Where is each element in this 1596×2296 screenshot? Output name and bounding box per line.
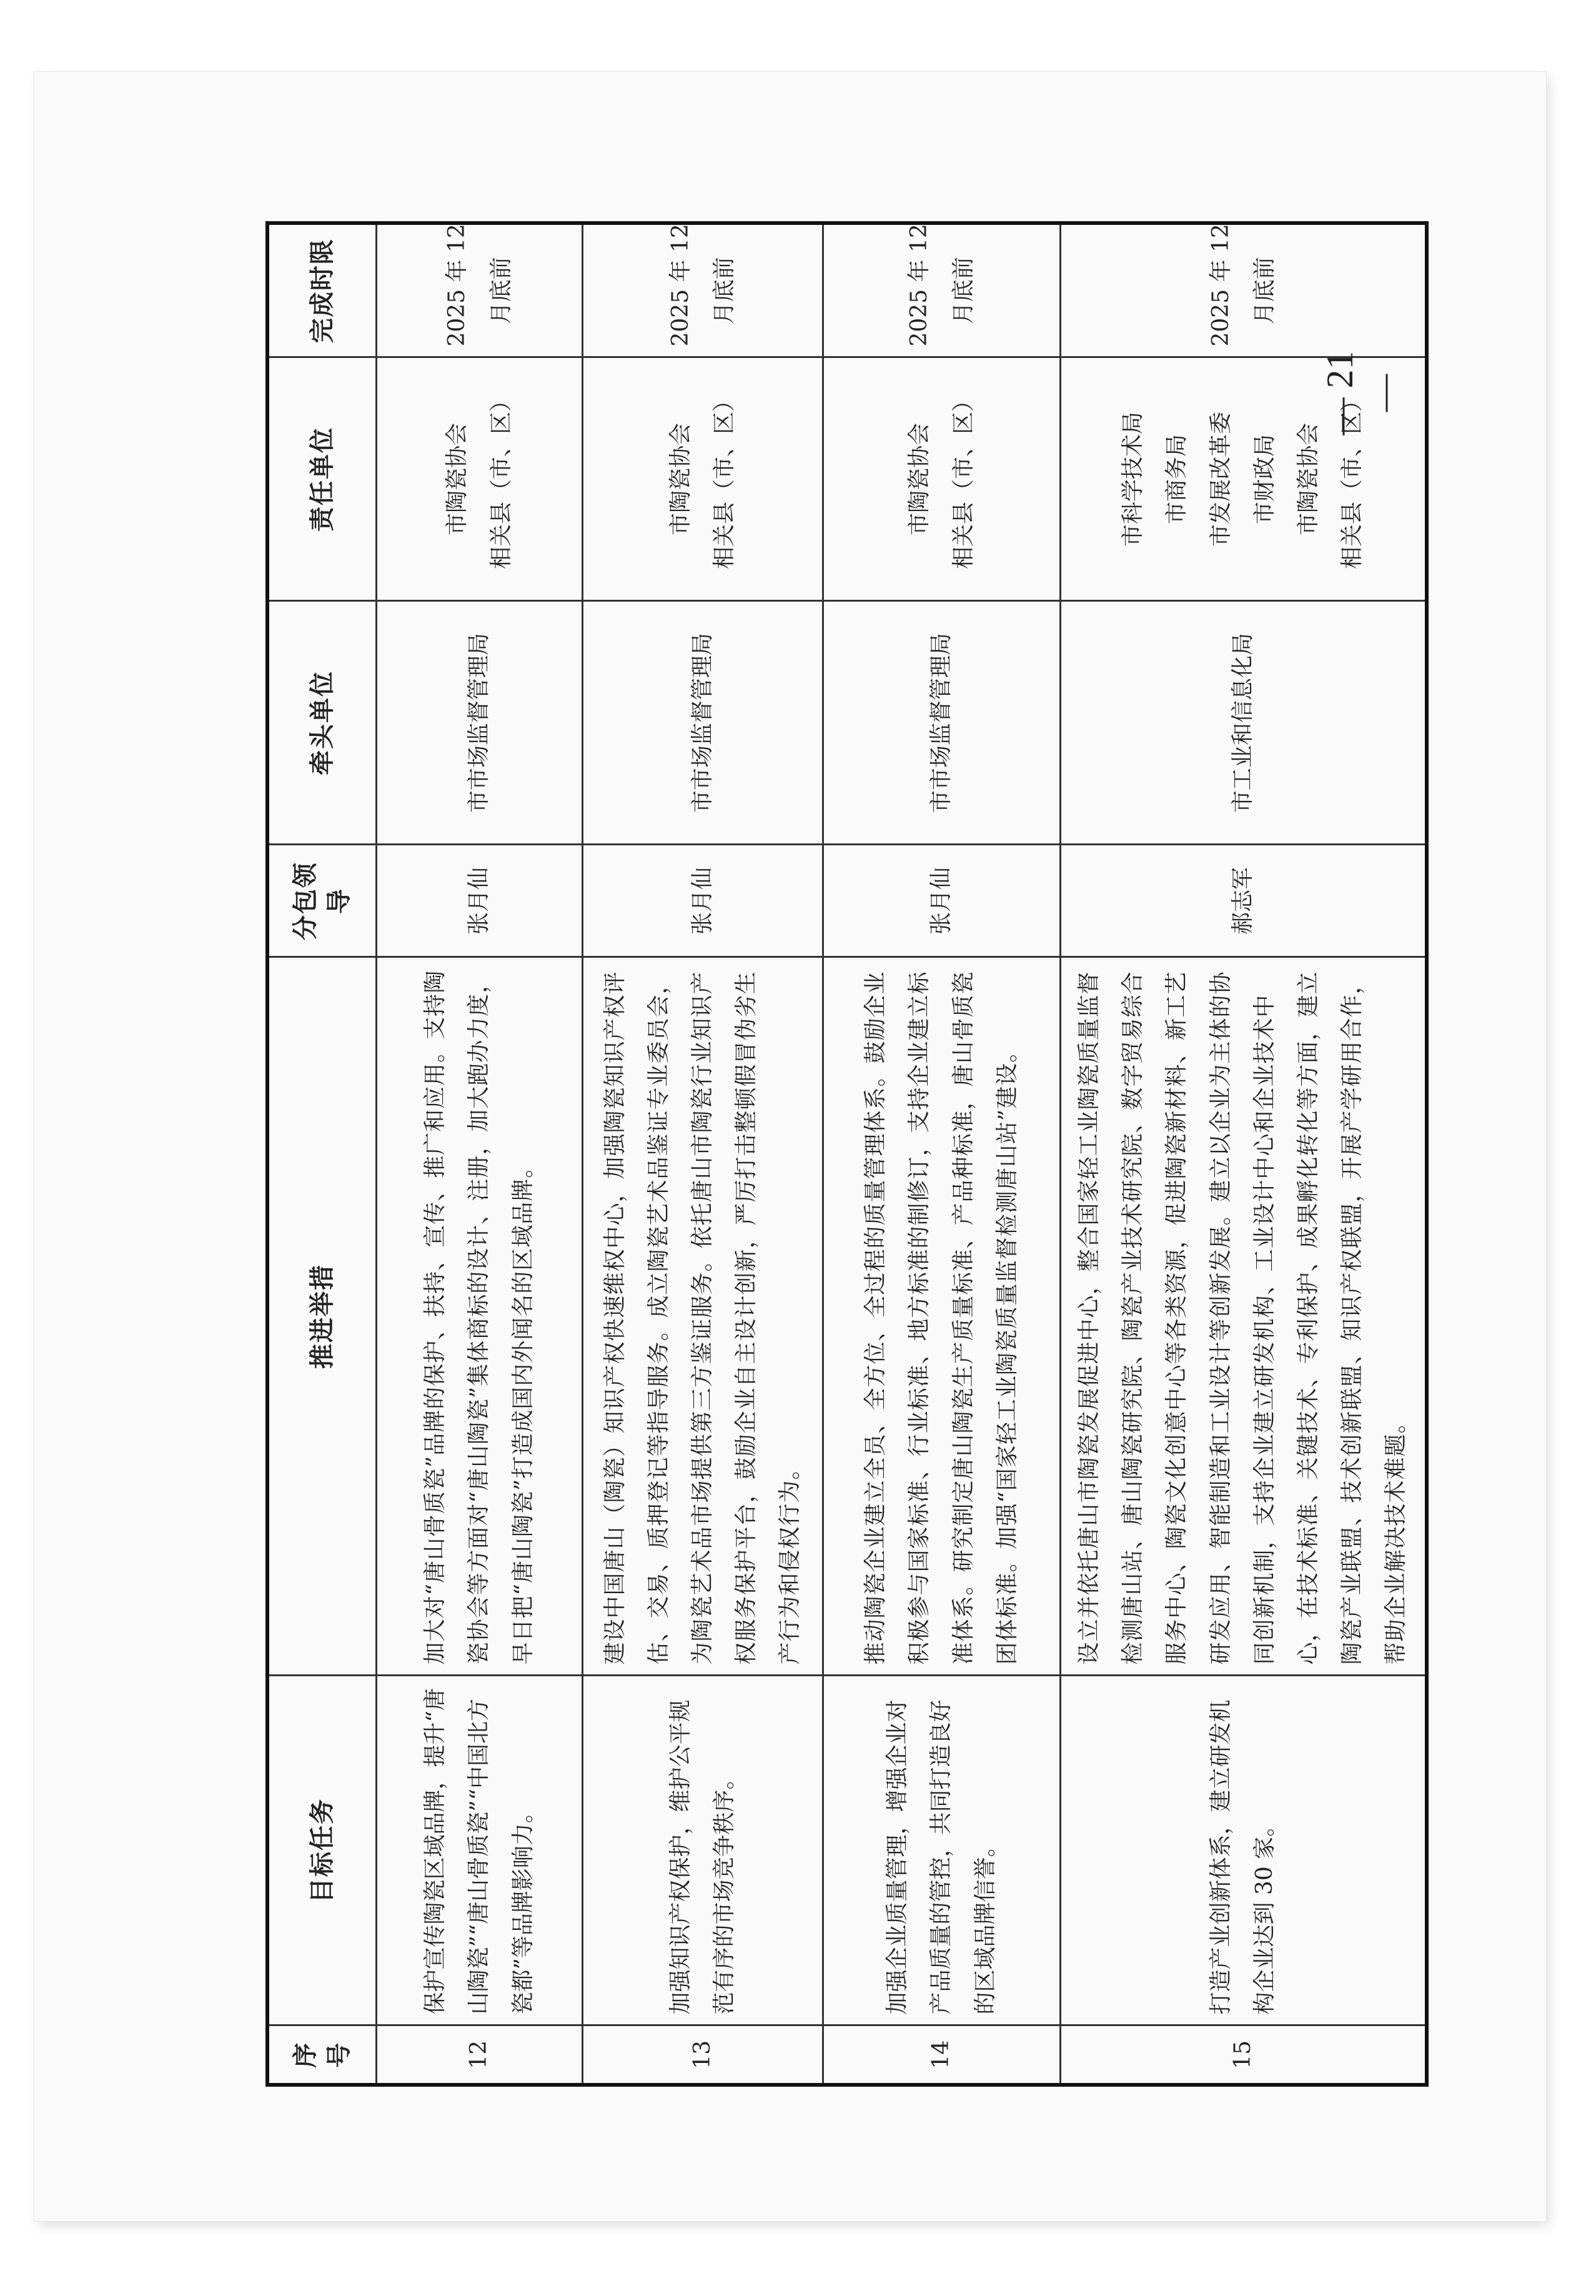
resp-unit-line: 相关县（市、区）: [711, 389, 737, 570]
row-leader: 张月仙: [583, 845, 823, 957]
resp-unit-line: 相关县（市、区）: [488, 389, 514, 570]
resp-unit-line: 市陶瓷协会: [1295, 423, 1321, 536]
header-measures: 推进举措: [267, 957, 377, 1676]
resp-unit-line: 市陶瓷协会: [906, 423, 933, 536]
deadline-line: 月底前: [488, 257, 514, 325]
resp-unit-line: 市科学技术局: [1120, 412, 1146, 547]
row-seq: 15: [1061, 2025, 1427, 2085]
deadline-line: 月底前: [711, 257, 737, 325]
row-deadline: [377, 223, 583, 357]
row-seq: 14: [823, 2025, 1061, 2085]
header-resp-unit: 责任单位: [267, 357, 377, 601]
row-seq: 12: [377, 2025, 583, 2085]
header-deadline: 完成时限: [267, 223, 377, 357]
row-leader: 张月仙: [823, 845, 1061, 957]
table-header-row: [267, 223, 377, 2085]
row-leader: 郝志军: [1061, 845, 1427, 957]
header-leader: 分包领导: [267, 845, 377, 957]
header-seq: 序号: [267, 2025, 377, 2085]
page-number: — 21 —: [1319, 350, 1404, 435]
row-leader: 张月仙: [377, 845, 583, 957]
row-resp-unit: [823, 357, 1061, 601]
row-measures: 建设中国唐山（陶瓷）知识产权快速维权中心，加强陶瓷知识产权评估、交易、质押登记等指导服务。成立陶瓷艺术品鉴证专业委员会，为陶瓷艺术品市场提供第三方鉴证服务。依托唐山市陶瓷行业知识产权服务保护平台，鼓励企业自主设计创新，严厉打击整顿假冒伪劣生产行为和侵权行为。: [583, 957, 823, 1676]
row-task: 加强知识产权保护，维护公平规范有序的市场竞争秩序。: [583, 1676, 823, 2025]
row-lead-unit: 市市场监督管理局: [583, 601, 823, 845]
deadline-line: 2025 年 12: [667, 224, 693, 347]
resp-unit-line: 市财政局: [1251, 434, 1277, 525]
row-deadline: [823, 223, 1061, 357]
row-resp-unit: [377, 357, 583, 601]
row-measures: 设立并依托唐山市陶瓷发展促进中心，整合国家轻工业陶瓷质量监督检测唐山站、唐山陶瓷研究院、陶瓷产业技术研究院、数字贸易综合服务中心、陶瓷文化创意中心等各类资源，促进陶瓷新材料、新工艺研发应用、智能制造和工业设计等创新发展。建立以企业为主体的协同创新机制，支持企业建立研发机构、工业设计中心和企业技术中心，在技术标准、关键技术、专利保护、成果孵化转化等方面，建立陶瓷产业联盟、技术创新联盟、知识产权联盟，开展产学研用合作，帮助企业解决技术难题。: [1061, 957, 1427, 1676]
deadline-line: 月底前: [950, 257, 976, 325]
row-measures: 推动陶瓷企业建立全员、全方位、全过程的质量管理体系。鼓励企业积极参与国家标准、行业标准、地方标准的制修订，支持企业建立标准体系。研究制定唐山陶瓷生产质量标准、产品种标准，唐山骨质瓷团体标准。加强“国家轻工业陶瓷质量监督检测唐山站”建设。: [823, 957, 1061, 1676]
row-task: 加强企业质量管理，增强企业对产品质量的管控，共同打造良好的区域品牌信誉。: [823, 1676, 1061, 2025]
resp-unit-line: 相关县（市、区）: [950, 389, 976, 570]
row-task: 保护宣传陶瓷区域品牌，提升“唐山陶瓷”“唐山骨质瓷”“中国北方瓷都”等品牌影响力。: [377, 1676, 583, 2025]
header-task: 目标任务: [267, 1676, 377, 2025]
table-row: [377, 223, 583, 2085]
row-lead-unit: 市市场监督管理局: [377, 601, 583, 845]
row-deadline: [583, 223, 823, 357]
task-table: [265, 221, 1429, 2087]
resp-unit-line: 相关县（市、区）: [1339, 389, 1366, 570]
deadline-line: 2025 年 12: [1207, 224, 1234, 347]
resp-unit-line: 市发展改革委: [1207, 412, 1234, 547]
table-row: [1061, 223, 1427, 2085]
resp-unit-line: 市陶瓷协会: [667, 423, 693, 536]
row-seq: 13: [583, 2025, 823, 2085]
deadline-line: 2025 年 12: [906, 224, 933, 347]
row-lead-unit: 市工业和信息化局: [1061, 601, 1427, 845]
table-row: [823, 223, 1061, 2085]
header-lead-unit: 牵头单位: [267, 601, 377, 845]
row-resp-unit: [583, 357, 823, 601]
deadline-line: 2025 年 12: [444, 224, 470, 347]
table-row: [583, 223, 823, 2085]
resp-unit-line: 市商务局: [1164, 434, 1190, 525]
deadline-line: 月底前: [1251, 257, 1277, 325]
row-measures: 加大对“唐山骨质瓷”品牌的保护、扶持、宣传、推广和应用。支持陶瓷协会等方面对“唐山陶瓷”集体商标的设计、注册，加大跑办力度，早日把“唐山陶瓷”打造成国内外闻名的区域品牌。: [377, 957, 583, 1676]
row-task: 打造产业创新体系，建立研发机构企业达到 30 家。: [1061, 1676, 1427, 2025]
row-lead-unit: 市市场监督管理局: [823, 601, 1061, 845]
resp-unit-line: 市陶瓷协会: [444, 423, 470, 536]
